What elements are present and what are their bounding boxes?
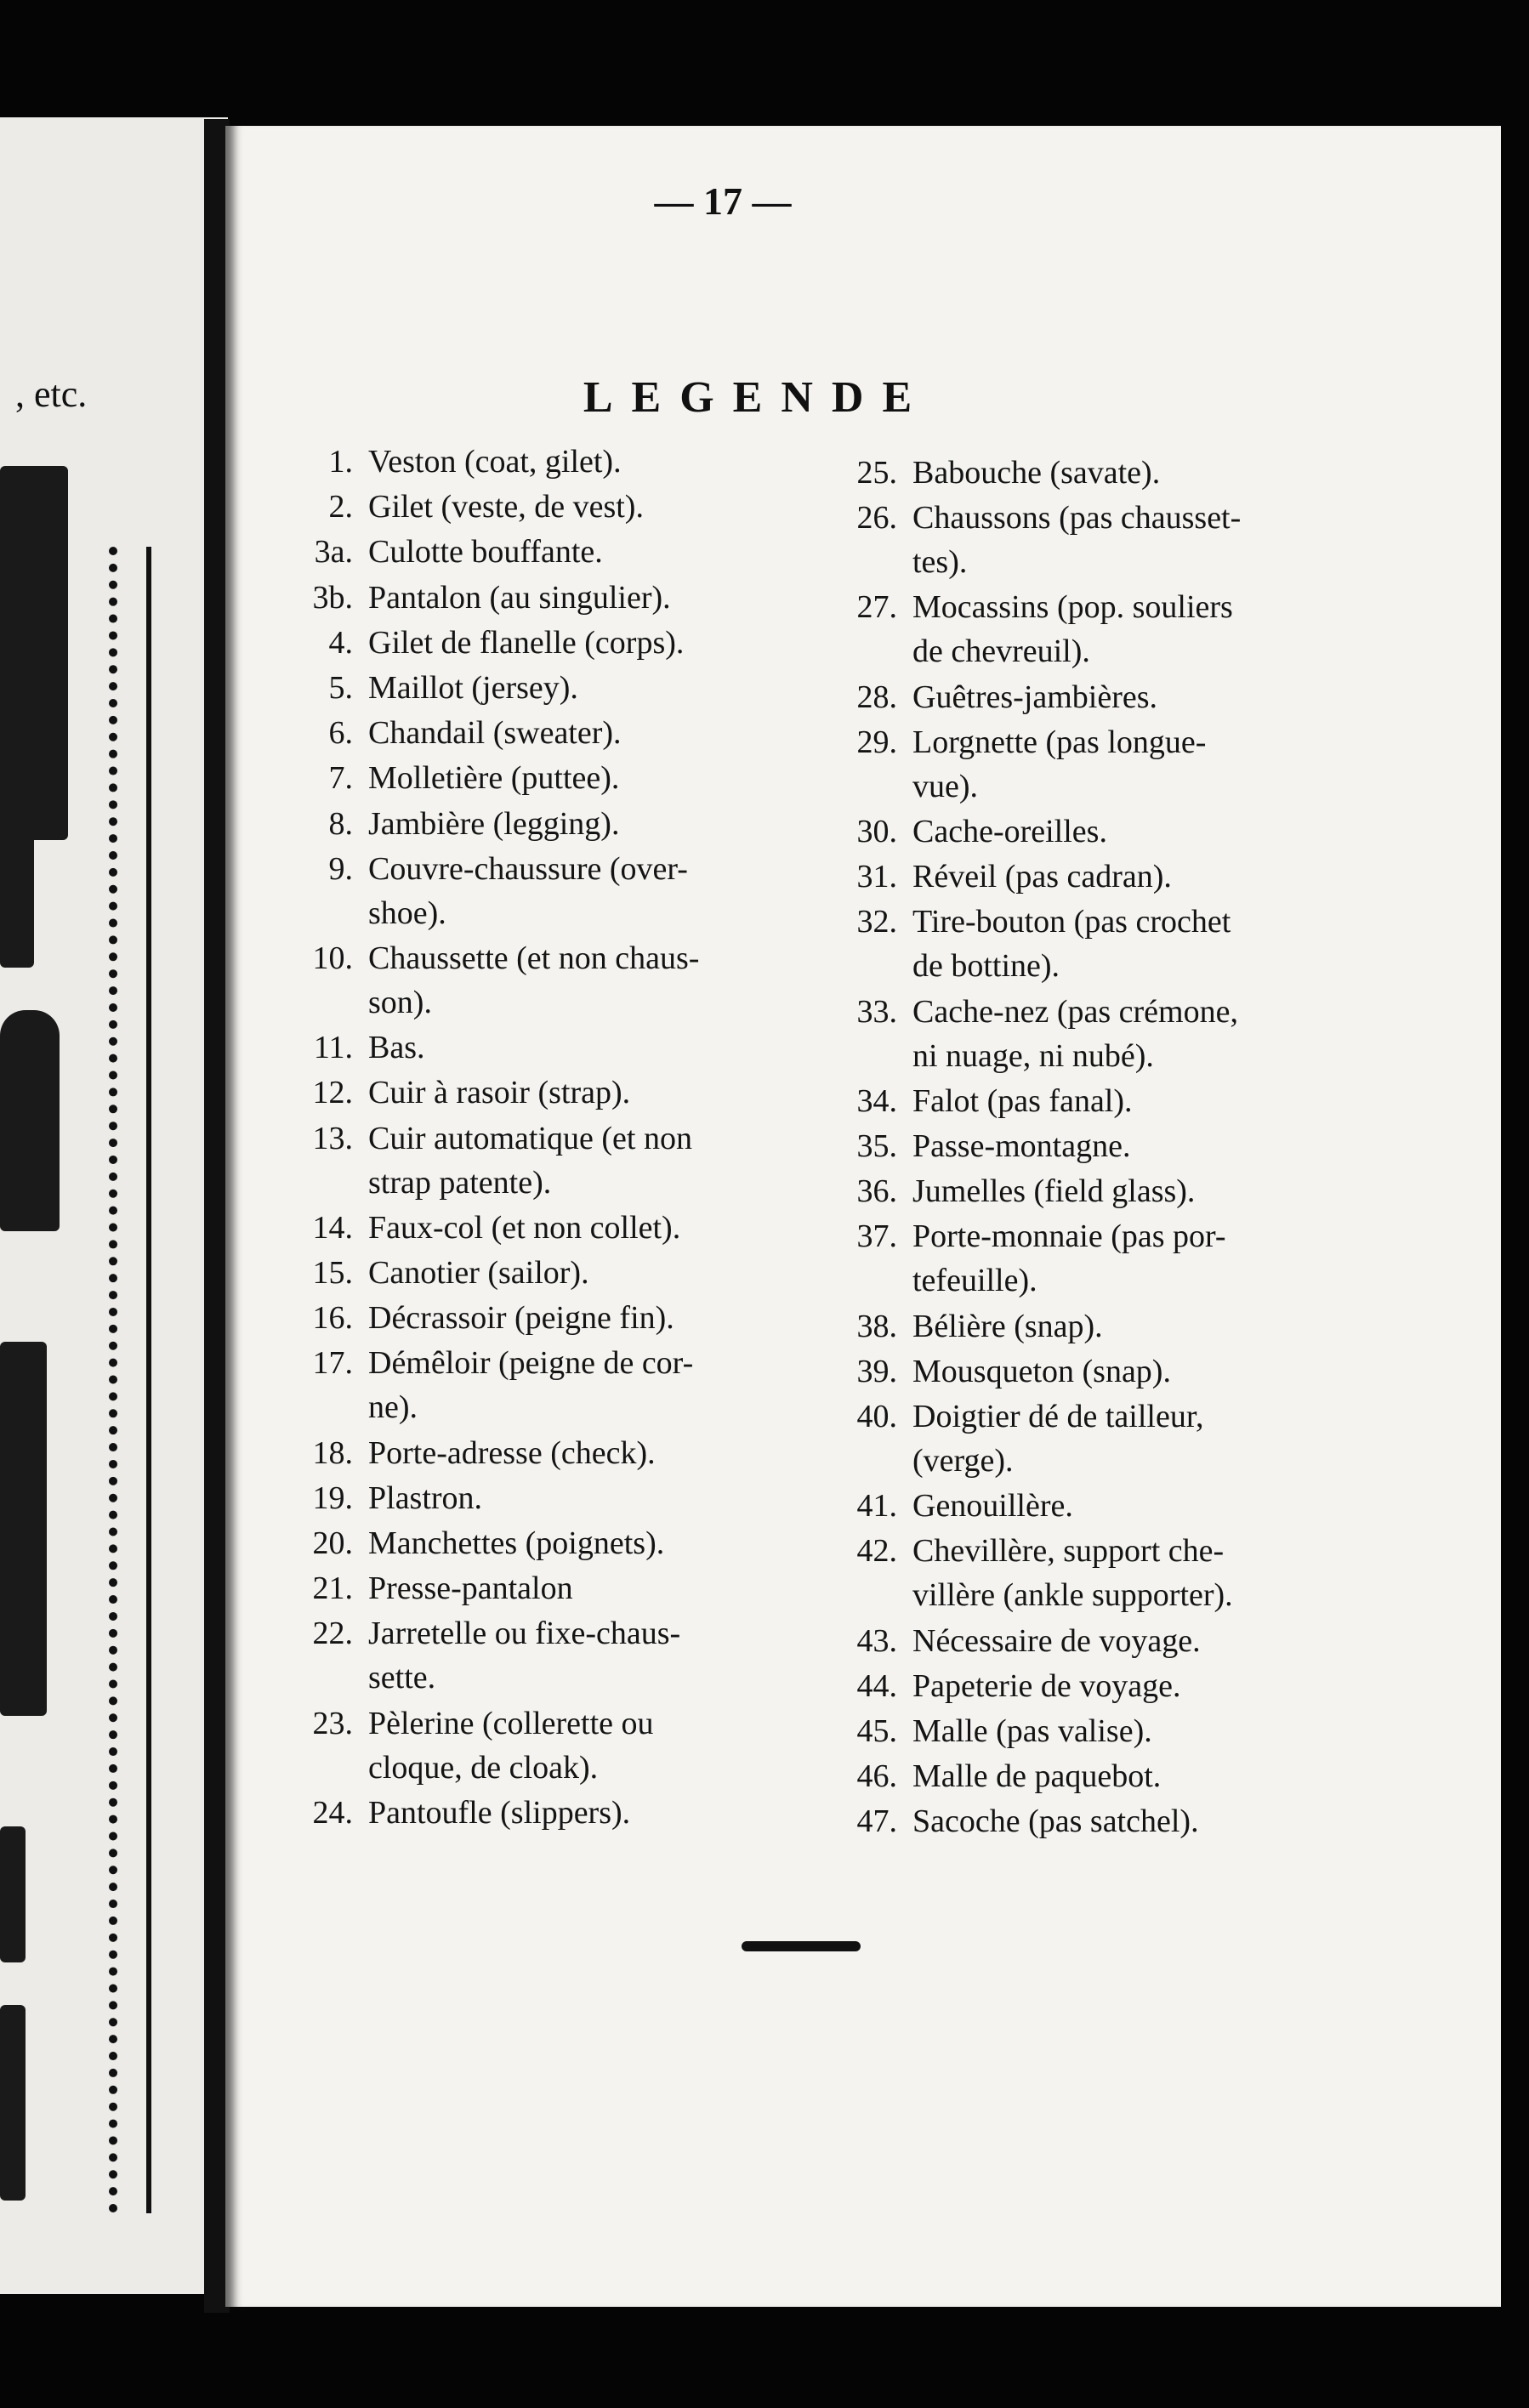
legend-entry: [293, 485, 644, 529]
legend-entry-number: 33.: [856, 993, 897, 1030]
page-number: — 17 —: [654, 179, 792, 223]
legend-entry-number: 22.: [312, 1616, 353, 1652]
legend-entry-number: 35.: [856, 1128, 897, 1164]
legend-entry: [838, 1079, 1133, 1123]
legend-entry: [293, 666, 578, 710]
legend-entry-text: Chevillère, support che-: [912, 1533, 1225, 1570]
legend-entry: [838, 1664, 1180, 1708]
closing-rule: [742, 1941, 861, 1951]
legend-entry-text: Porte-adresse (check).: [368, 1434, 656, 1471]
legend-entry-continuation: (verge).: [912, 1443, 1014, 1479]
legend-entry: [838, 900, 1231, 988]
legend-entry-number: 9.: [328, 850, 353, 887]
legend-entry: [838, 1529, 1233, 1617]
legend-entry-continuation: shoe).: [368, 894, 446, 931]
legend-entry: [838, 1619, 1201, 1663]
legend-entry-text: Manchettes (poignets).: [368, 1525, 665, 1561]
legend-entry: [293, 847, 688, 935]
legend-entry: [293, 802, 619, 846]
legend-entry-text: Cache-oreilles.: [912, 814, 1107, 849]
legend-entry: [838, 1124, 1130, 1168]
legend-entry-text: Maillot (jersey).: [368, 670, 578, 706]
legend-entry: [838, 1799, 1199, 1843]
legend-entry: [838, 855, 1172, 899]
legend-entry-number: 2.: [328, 489, 353, 525]
legend-entry-text: Pantalon (au singulier).: [368, 579, 671, 616]
legend-entry-number: 39.: [856, 1353, 897, 1389]
legend-entry-continuation: ne).: [368, 1389, 418, 1426]
legend-entry-number: 7.: [328, 760, 353, 797]
legend-entry: [293, 1476, 482, 1520]
legend-entry: [838, 496, 1241, 584]
legend-entry-number: 26.: [856, 500, 897, 537]
legend-entry: [293, 1566, 573, 1610]
legend-entry-number: 18.: [312, 1434, 353, 1471]
legend-entry: [838, 1214, 1226, 1303]
legend-entry: [293, 1116, 692, 1205]
legend-entry: [293, 1296, 674, 1340]
legend-entry-continuation: cloque, de cloak).: [368, 1749, 599, 1786]
legend-entry-number: 20.: [312, 1525, 353, 1561]
legend-entry: [838, 720, 1206, 809]
legend-entry-number: 23.: [312, 1705, 353, 1741]
legend-entry-number: 25.: [856, 455, 897, 491]
legend-entry-number: 43.: [856, 1622, 897, 1659]
legend-entry-number: 47.: [856, 1803, 897, 1840]
legend-entry-number: 29.: [856, 724, 897, 760]
page-title: LEGENDE: [583, 373, 931, 422]
legend-entry-text: Chaussette (et non chaus-: [368, 940, 700, 976]
legend-entry-number: 6.: [328, 715, 353, 752]
legend-entry-text: Nécessaire de voyage.: [912, 1622, 1201, 1659]
legend-entry-text: Lorgnette (pas longue-: [912, 724, 1207, 760]
legend-entry-text: Papeterie de voyage.: [912, 1667, 1181, 1704]
legend-entry: [293, 1521, 664, 1565]
legend-entry-number: 36.: [856, 1173, 897, 1210]
legend-entry: [838, 1709, 1152, 1753]
legend-entry-continuation: tes).: [912, 544, 968, 581]
legend-entry-text: Gilet (veste, de vest).: [368, 489, 644, 525]
legend-entry-text: Presse-pantalon: [368, 1570, 573, 1607]
legend-entry-continuation: son).: [368, 985, 432, 1020]
legend-entry-number: 44.: [856, 1667, 897, 1704]
legend-entry: [838, 1754, 1161, 1798]
legend-entry-number: 11.: [313, 1030, 353, 1066]
legend-entry-number: 5.: [328, 670, 353, 706]
legend-entry-text: Démêloir (peigne de cor-: [368, 1345, 694, 1382]
legend-entry: [293, 1701, 654, 1790]
legend-entry-text: Cuir à rasoir (strap).: [368, 1075, 631, 1111]
legend-entry: [293, 756, 619, 800]
legend-entry-continuation: de bottine).: [912, 948, 1060, 985]
legend-entry-number: 27.: [856, 589, 897, 626]
legend-entry-text: Culotte bouffante.: [368, 534, 603, 571]
legend-entry-number: 19.: [312, 1479, 353, 1516]
legend-entry-number: 30.: [856, 814, 897, 849]
legend-entry: [293, 936, 699, 1025]
illustration-fragment: [0, 764, 34, 968]
legend-entry: [293, 1611, 680, 1700]
legend-entry: [293, 711, 622, 755]
legend-entry-text: Babouche (savate).: [912, 455, 1161, 491]
legend-entry-text: Malle (pas valise).: [912, 1713, 1152, 1749]
legend-entry-text: Guêtres-jambières.: [912, 679, 1158, 715]
legend-entry: [838, 1484, 1073, 1528]
legend-entry: [838, 1169, 1195, 1213]
legend-entry-number: 3a.: [314, 534, 353, 571]
legend-entry: [293, 1206, 680, 1250]
legend-entry-number: 8.: [328, 805, 353, 842]
legend-entry-text: Faux-col (et non collet).: [368, 1209, 681, 1246]
legend-entry-text: Jumelles (field glass).: [912, 1173, 1196, 1210]
left-facing-page: [0, 117, 228, 2294]
legend-entry-number: 4.: [328, 624, 353, 661]
legend-entry: [293, 621, 684, 665]
legend-entry-number: 45.: [856, 1713, 897, 1749]
legend-entry-number: 21.: [312, 1570, 353, 1607]
legend-entry-text: Chandail (sweater).: [368, 715, 622, 752]
legend-entry-text: Mousqueton (snap).: [912, 1353, 1171, 1389]
legend-entry-text: Bas.: [368, 1030, 425, 1066]
illustration-fragment: [0, 1342, 47, 1716]
legend-entry: [293, 1791, 630, 1835]
legend-entry-continuation: villère (ankle supporter).: [912, 1577, 1233, 1614]
legend-entry-text: Pèlerine (collerette ou: [368, 1705, 654, 1741]
legend-entry-number: 12.: [312, 1075, 353, 1111]
legend-entry-text: Falot (pas fanal).: [912, 1082, 1133, 1119]
legend-entry-text: Cuir automatique (et non: [368, 1120, 692, 1156]
legend-entry: [838, 1394, 1203, 1483]
legend-entry-text: Molletière (puttee).: [368, 760, 620, 797]
legend-entry-text: Jarretelle ou fixe-chaus-: [368, 1616, 681, 1652]
legend-entry: [293, 1431, 656, 1475]
legend-entry: [293, 440, 622, 484]
legend-entry-text: Passe-montagne.: [912, 1128, 1131, 1164]
legend-entry-number: 15.: [312, 1255, 353, 1291]
legend-entry-number: 13.: [312, 1120, 353, 1156]
legend-entry-continuation: ni nuage, ni nubé).: [912, 1037, 1154, 1074]
legend-entry-number: 37.: [856, 1218, 897, 1255]
legend-entry-text: Gilet de flanelle (corps).: [368, 624, 685, 661]
legend-entry-number: 40.: [856, 1399, 897, 1434]
decorative-border: [109, 547, 151, 2213]
legend-entry-number: 41.: [856, 1488, 897, 1525]
legend-entry-number: 3b.: [312, 579, 353, 616]
legend-entry-text: Tire-bouton (pas crochet: [912, 904, 1231, 940]
legend-entry-text: Plastron.: [368, 1479, 483, 1516]
legend-entry: [838, 585, 1233, 673]
legend-entry-number: 17.: [312, 1345, 353, 1382]
legend-entry-continuation: sette.: [368, 1660, 436, 1696]
legend-entry-number: 14.: [312, 1209, 353, 1246]
legend-entry-number: 16.: [312, 1300, 353, 1337]
legend-entry: [838, 809, 1107, 854]
legend-entry: [838, 1349, 1171, 1394]
illustration-fragment: [0, 1010, 60, 1231]
legend-entry-number: 10.: [312, 940, 353, 976]
etc-label: , etc.: [15, 373, 88, 415]
legend-entry-text: Sacoche (pas satchel).: [912, 1803, 1199, 1840]
legend-entry: [838, 990, 1238, 1078]
legend-entry-text: Couvre-chaussure (over-: [368, 850, 688, 887]
legend-entry-continuation: tefeuille).: [912, 1263, 1037, 1299]
legend-entry-number: 34.: [856, 1082, 897, 1119]
legend-entry: [293, 1071, 630, 1115]
legend-entry-text: Chaussons (pas chausset-: [912, 500, 1242, 537]
legend-entry-number: 31.: [856, 859, 897, 895]
legend-entry-text: Pantoufle (slippers).: [368, 1794, 631, 1831]
legend-entry-number: 38.: [856, 1308, 897, 1344]
legend-entry-number: 28.: [856, 679, 897, 715]
legend-entry-number: 32.: [856, 904, 897, 940]
legend-entry-text: Réveil (pas cadran).: [912, 859, 1172, 895]
legend-entry-number: 42.: [856, 1533, 897, 1570]
legend-entry-continuation: vue).: [912, 768, 979, 804]
legend-entry-text: Bélière (snap).: [912, 1308, 1103, 1344]
legend-entry: [838, 451, 1160, 495]
legend-entry: [293, 1341, 693, 1429]
legend-entry: [293, 1251, 589, 1295]
legend-entry-continuation: de chevreuil).: [912, 633, 1090, 670]
legend-entry-text: Mocassins (pop. souliers: [912, 589, 1233, 626]
legend-entry-text: Doigtier dé de tailleur,: [912, 1399, 1204, 1434]
legend-entry-text: Malle de paquebot.: [912, 1758, 1162, 1795]
legend-entry-text: Jambière (legging).: [368, 805, 620, 842]
legend-entry-number: 46.: [856, 1758, 897, 1795]
illustration-fragment: [0, 1826, 26, 1962]
legend-entry: [838, 675, 1157, 719]
legend-entry: [838, 1304, 1103, 1349]
legend-entry-continuation: strap patente).: [368, 1164, 552, 1201]
legend-entry: [293, 1025, 425, 1070]
legend-entry-number: 24.: [312, 1794, 353, 1831]
legend-entry-text: Cache-nez (pas crémone,: [912, 993, 1238, 1030]
legend-entry-text: Genouillère.: [912, 1488, 1073, 1525]
legend-entry-text: Canotier (sailor).: [368, 1255, 589, 1291]
legend-entry: [293, 530, 603, 574]
legend-entry: [293, 576, 671, 620]
illustration-fragment: [0, 2005, 26, 2201]
legend-entry-text: Porte-monnaie (pas por-: [912, 1218, 1226, 1255]
legend-entry-text: Veston (coat, gilet).: [368, 444, 622, 480]
legend-entry-number: 1.: [328, 444, 353, 480]
legend-entry-text: Décrassoir (peigne fin).: [368, 1300, 674, 1337]
